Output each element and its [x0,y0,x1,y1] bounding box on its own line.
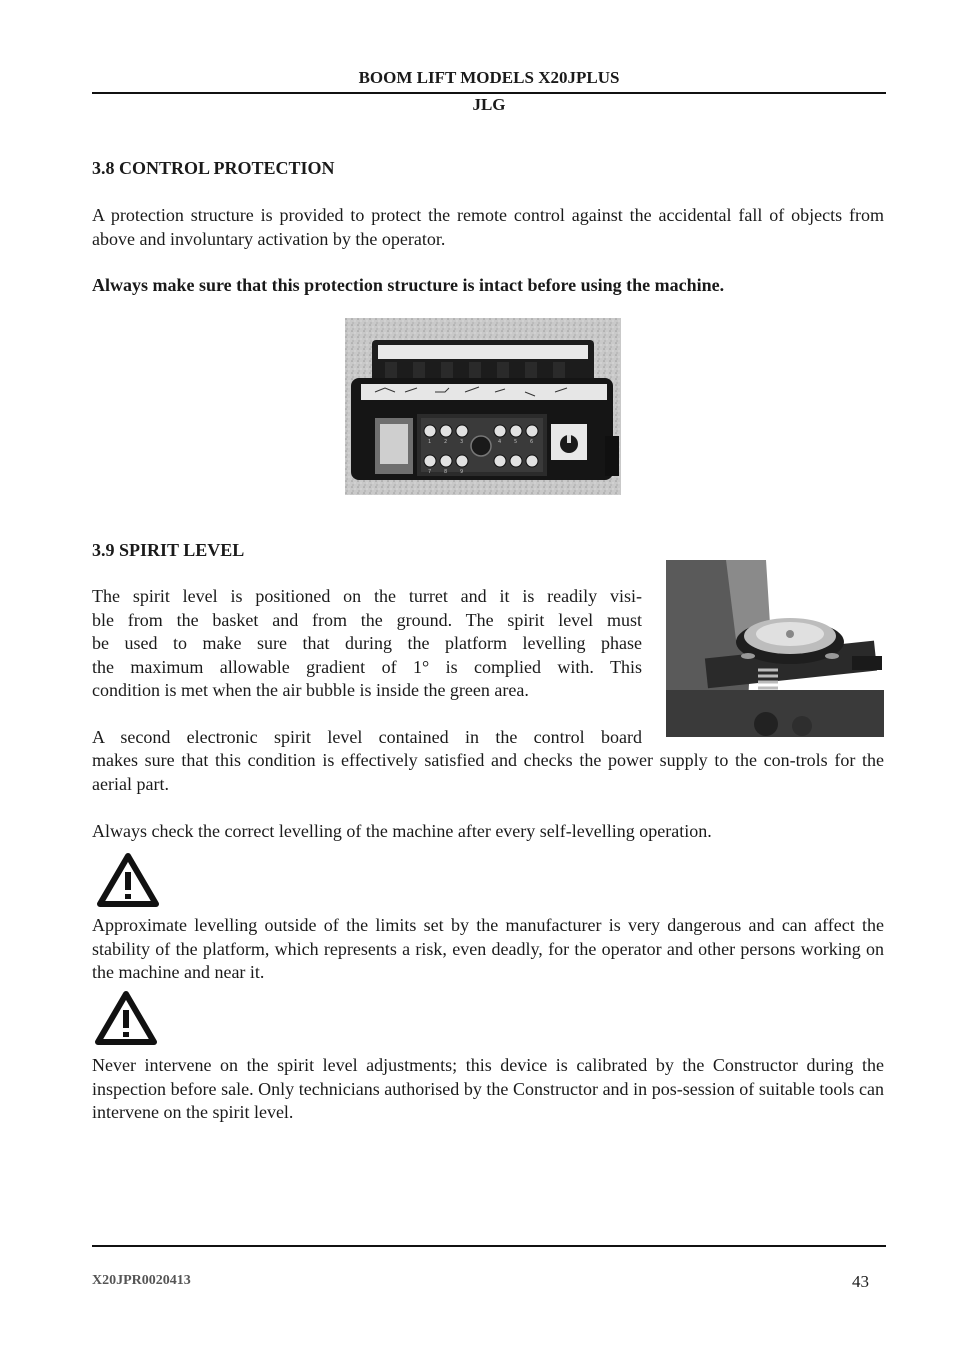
page-number: 43 [852,1272,869,1291]
spirit-level-line-5: condition is met when the air bubble is inside the green area. [92,680,529,700]
footer-rule [92,1245,886,1247]
paragraph-electronic-level: makes sure that this condition is effectively satisfied and checks the power supply to the con-trols for the aerial part. [92,750,884,794]
control-panel-illustration [345,318,621,495]
bold-warning-text: Always make sure that this protection structure is intact before using the machine. [92,275,725,295]
spirit-level-line-2: ble from the basket and from the ground. The spirit level must [92,609,642,630]
spirit-level-line-1: The spirit level is positioned on the turret and it is readily visi- [92,586,642,606]
electronic-level-first-line: A second electronic spirit level contained in the control board [92,727,642,747]
document-brand: JLG [472,95,506,114]
warning-icon [94,990,158,1051]
warning-icon [96,852,160,913]
spirit-level-line-4: the maximum allowable gradient of 1° is complied with. This [92,656,642,677]
panel-number-6: 6 [530,439,534,445]
warning-paragraph-levelling: Approximate levelling outside of the limits set by the manufacturer is very dangerous and can affect the stability of the platform, which represents a risk, even deadly, for the operator and other persons working on the machine and near it. [92,915,884,982]
paragraph-control-protection: A protection structure is provided to protect the remote control against the accidental fall of objects from above and involuntary activation by the operator. [92,205,884,249]
paragraph-check-levelling: Always check the correct levelling of the machine after every self-levelling operation. [92,821,712,841]
spirit-level-illustration [666,560,884,737]
spirit-level-line-3: be used to make sure that during the platform levelling phase [92,633,642,653]
header-rule [92,92,886,94]
warning-paragraph-adjustments: Never intervene on the spirit level adjustments; this device is calibrated by the Constructor during the inspection before sale. Only technicians authorised by the Constructor and in pos-session of suitable tools can intervene on the spirit level. [92,1055,884,1122]
spirit-level-photo [666,560,884,737]
paragraph-spirit-level [92,585,642,703]
document-code: X20JPR0020413 [92,1273,191,1288]
panel-number-9: 9 [460,469,464,475]
document-title: BOOM LIFT MODELS X20JPLUS [358,68,620,87]
control-panel-photo [345,318,621,495]
panel-number-8: 8 [444,469,448,475]
panel-number-1: 1 [428,439,432,445]
panel-number-7: 7 [428,469,432,475]
panel-number-4: 4 [498,439,502,445]
panel-number-2: 2 [444,439,448,445]
panel-number-5: 5 [514,439,518,445]
section-heading-control-protection: 3.8 CONTROL PROTECTION [92,158,335,178]
section-heading-spirit-level: 3.9 SPIRIT LEVEL [92,540,245,560]
panel-number-3: 3 [460,439,464,445]
